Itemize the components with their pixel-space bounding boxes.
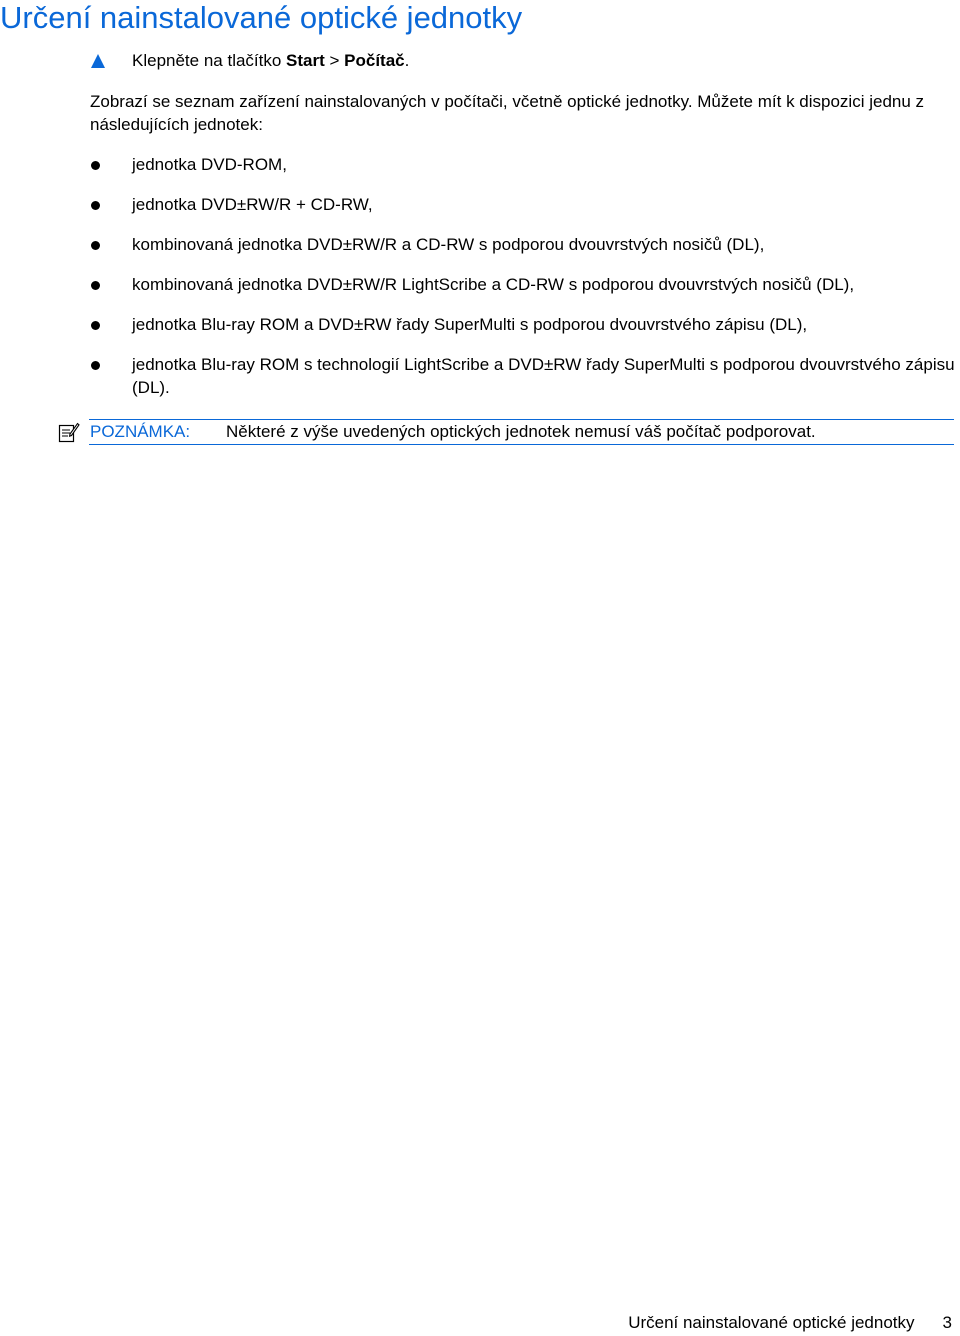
list-item-text: jednotka Blu-ray ROM a DVD±RW řady SuperMulti s podporou dvouvrstvého zápisu (DL), — [132, 315, 808, 334]
note-box — [58, 419, 954, 445]
list-item — [90, 353, 956, 399]
step-start-label: Start — [286, 51, 325, 70]
step-instruction — [90, 50, 950, 72]
note-rule-bottom — [89, 444, 954, 445]
list-item-text: kombinovaná jednotka DVD±RW/R LightScribe a CD-RW s podporou dvouvrstvých nosičů (DL), — [132, 275, 855, 294]
bullet-dot-icon — [91, 321, 100, 330]
note-pencil-icon — [58, 421, 80, 443]
list-item — [90, 233, 956, 256]
note-text: Některé z výše uvedených optických jednotek nemusí váš počítač podporovat. — [226, 422, 816, 441]
drive-list — [90, 153, 956, 416]
bullet-dot-icon — [91, 281, 100, 290]
list-item-text: kombinovaná jednotka DVD±RW/R a CD-RW s podporou dvouvrstvých nosičů (DL), — [132, 235, 765, 254]
bullet-dot-icon — [91, 201, 100, 210]
list-item-text: jednotka DVD±RW/R + CD-RW, — [132, 195, 373, 214]
note-label: POZNÁMKA: — [90, 422, 191, 441]
bullet-dot-icon — [91, 161, 100, 170]
triangle-up-icon — [90, 53, 106, 69]
step-computer-label: Počítač — [344, 51, 405, 70]
list-item — [90, 193, 956, 216]
bullet-dot-icon — [91, 361, 100, 370]
step-text — [132, 50, 409, 72]
intro-paragraph: Zobrazí se seznam zařízení nainstalovaných v počítači, včetně optické jednotky. Můžete mít k dispozici jednu z následujících jednotek: — [90, 92, 925, 134]
list-item-text: jednotka Blu-ray ROM s technologií LightScribe a DVD±RW řady SuperMulti s podporou dvouvrstvého zápisu (DL). — [132, 355, 955, 397]
step-prefix: Klepněte na tlačítko — [132, 51, 287, 70]
list-item — [90, 273, 956, 296]
page-title: Určení nainstalované optické jednotky — [0, 0, 523, 35]
list-item — [90, 313, 956, 336]
bullet-dot-icon — [91, 241, 100, 250]
list-item — [90, 153, 956, 176]
page-number: 3 — [942, 1313, 952, 1332]
page-footer — [628, 1312, 952, 1334]
step-separator: > — [324, 51, 345, 70]
footer-title: Určení nainstalované optické jednotky — [628, 1313, 915, 1332]
step-end: . — [404, 51, 410, 70]
list-item-text: jednotka DVD-ROM, — [132, 155, 287, 174]
